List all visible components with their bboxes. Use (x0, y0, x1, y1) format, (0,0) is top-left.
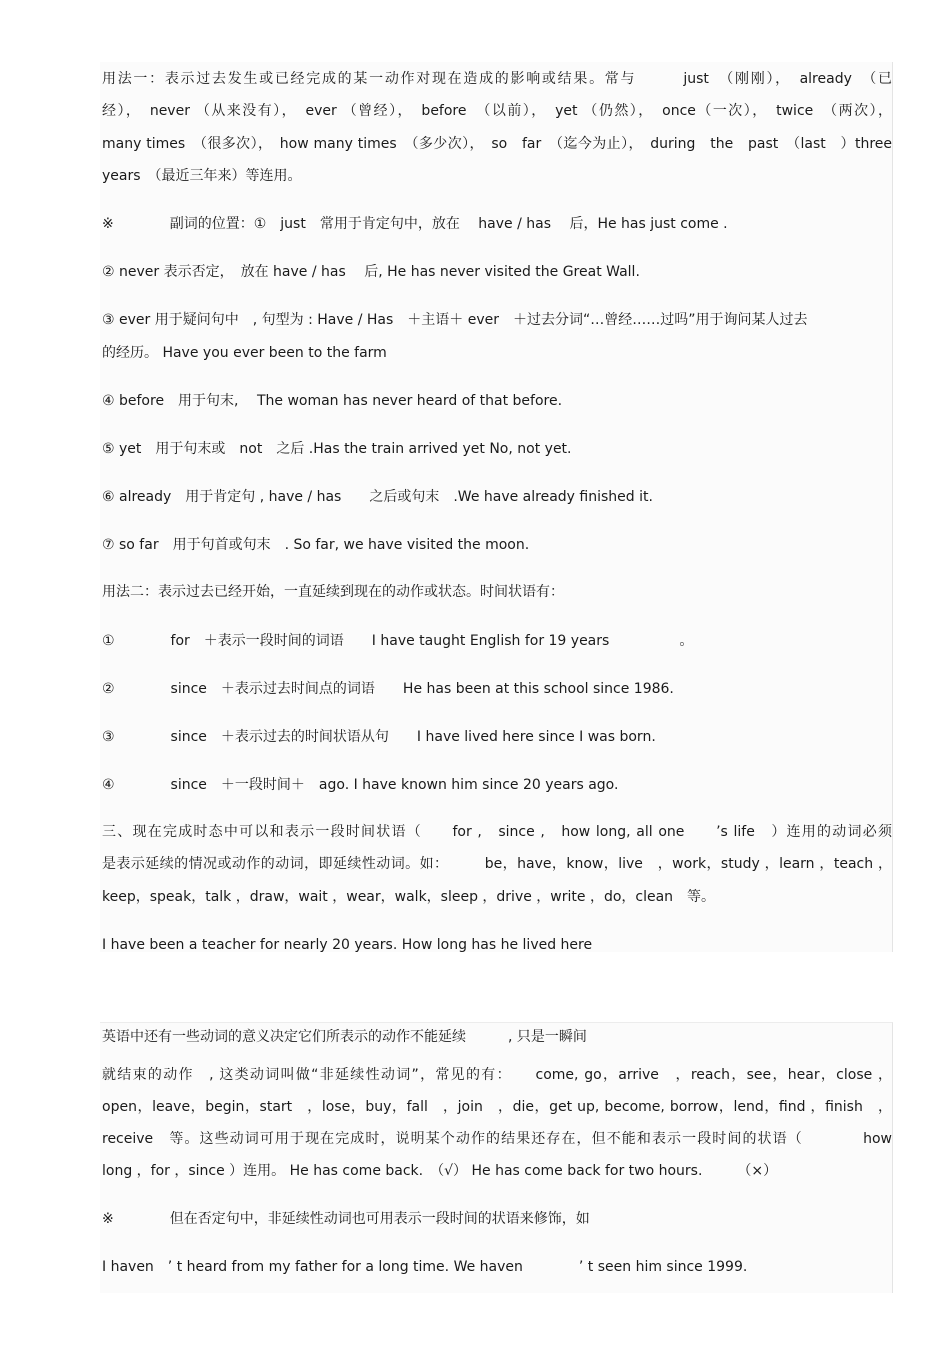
adverb-item-never: ② never 表示否定， 放在 have / has 后, He has never visited the Great Wall. (102, 264, 640, 280)
paragraph-line: long ，for ，since ）连用。 He has come back. （√） He has come back for two hours. （×） (102, 1163, 778, 1179)
adverb-item-yet: ⑤ yet 用于句末或 not 之后 .Has the train arrived yet No, not yet. (102, 441, 572, 457)
paragraph-line: 是表示延续的情况或动作的动词，即延续性动词。如： be，have，know，live ，work，study ，learn ，teach ， (102, 856, 892, 872)
paragraph-line: 用法一：表示过去发生或已经完成的某一动作对现在造成的影响或结果。常与 just （刚刚）， already （已 (102, 71, 892, 87)
note-line: ※ 但在否定句中，非延续性动词也可用表示一段时间的状语来修饰，如 (102, 1211, 590, 1227)
paragraph-line: open，leave，begin，start ，lose，buy，fall ，join ，die，get up, become, borrow，lend，find ，finish ， (102, 1099, 892, 1115)
adverb-item-already: ⑥ already 用于肯定句 , have / has 之后或句末 .We have already finished it. (102, 489, 653, 505)
non-continuous-verbs-section (100, 1022, 893, 1293)
usage-two-item-since-clause: ③ since ＋表示过去的时间状语从句 I have lived here since I was born. (102, 729, 656, 745)
usage-two-item-since-ago: ④ since ＋一段时间＋ ago. I have known him since 20 years ago. (102, 777, 619, 793)
section-three-heading: 三、现在完成时态中可以和表示一段时间状语（ for , since , how long, all one ’s life ）连用的动词必须 (102, 824, 892, 840)
paragraph-line: 经）， never （从来没有）， ever （曾经）， before （以前）， yet （仍然）， once（一次）， twice （两次）， (102, 103, 892, 119)
usage-two-item-since-point: ② since ＋表示过去时间点的词语 He has been at this school since 1986. (102, 681, 674, 697)
adverb-item-ever: ③ ever 用于疑问句中 , 句型为 : Have / Has ＋主语＋ ever ＋过去分词“…曾经……过吗”用于询问某人过去 (102, 312, 808, 328)
usage-two-heading: 用法二：表示过去已经开始，一直延续到现在的动作或状态。时间状语有： (102, 584, 564, 600)
example-sentence: I have been a teacher for nearly 20 years. How long has he lived here (102, 937, 593, 953)
paragraph-line: receive 等。这些动词可用于现在完成时，说明某个动作的结果还存在，但不能和表示一段时间的状语（ how (102, 1131, 892, 1147)
paragraph-line: keep，speak，talk ，draw，wait ，wear，walk，sleep ，drive ，write ，do，clean 等。 (102, 889, 716, 905)
paragraph-line: many times （很多次）， how many times （多少次）， so far （迄今为止）， during the past （last ）three (102, 136, 892, 152)
paragraph-line: 英语中还有一些动词的意义决定它们所表示的动作不能延续 , 只是一瞬间 (102, 1029, 587, 1045)
example-sentence: I haven ’ t heard from my father for a long time. We haven ’ t seen him since 1999. (102, 1259, 748, 1275)
paragraph-line: years （最近三年来）等连用。 (102, 168, 302, 184)
paragraph-line: 的经历。 Have you ever been to the farm (102, 345, 387, 361)
adverb-position-heading: ※ 副词的位置：① just 常用于肯定句中，放在 have / has 后，He has just come . (102, 216, 728, 232)
adverb-item-so-far: ⑦ so far 用于句首或句末 . So far, we have visited the moon. (102, 537, 530, 553)
present-perfect-usage-section (100, 62, 893, 952)
adverb-item-before: ④ before 用于句末, The woman has never heard of that before. (102, 393, 563, 409)
paragraph-line: 就结束的动作 , 这类动词叫做“非延续性动词”，常见的有： come, go，arrive ，reach，see，hear，close ， (102, 1067, 892, 1083)
usage-two-item-for: ① for ＋表示一段时间的词语 I have taught English for 19 years 。 (102, 633, 694, 649)
